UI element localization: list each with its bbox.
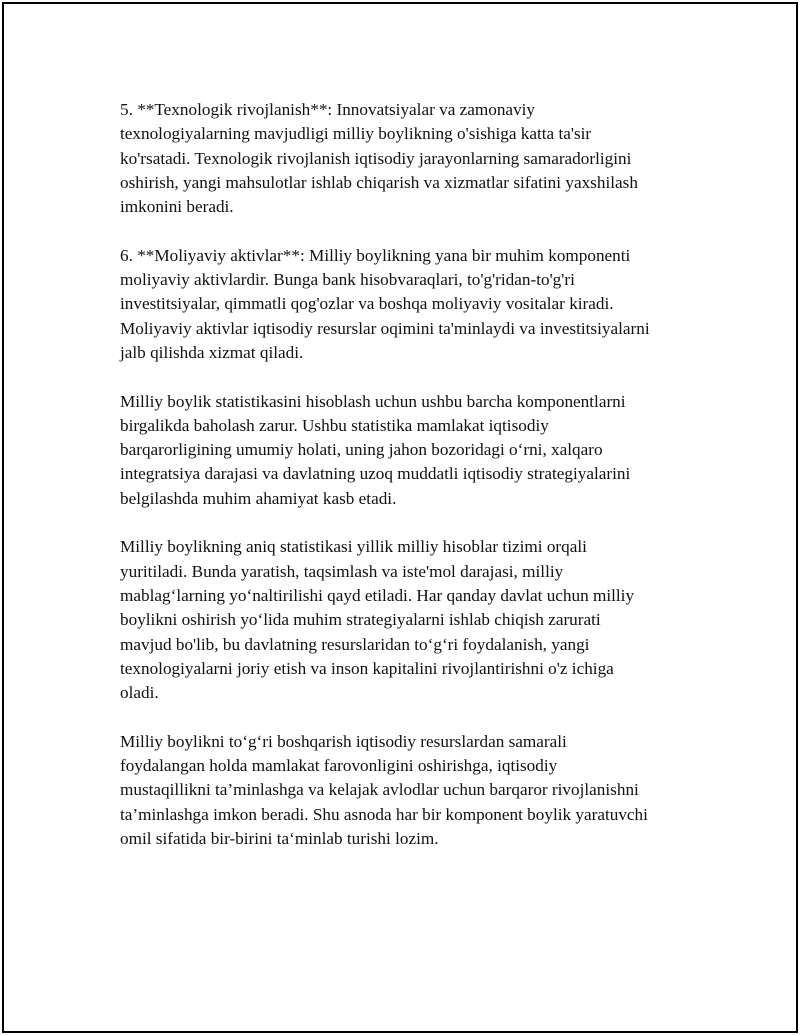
text-line: texnologiyalarni joriy etish va inson kapitalini rivojlantirishni o'z ichiga (120, 658, 614, 678)
paragraph-wealth-statistics (120, 390, 700, 511)
text-line: foydalangan holda mamlakat farovonligini oshirishga, iqtisodiy (120, 756, 558, 776)
text-line: 5. **Texnologik rivojlanish**: Innovatsiyalar va zamonaviy (120, 100, 536, 119)
text-line: Milliy boylikning aniq statistikasi yillik milliy hisoblar tizimi orqali (120, 537, 587, 557)
text-line: ta’minlashga imkon beradi. Shu asnoda har bir komponent boylik yaratuvchi (120, 804, 648, 824)
text-line: imkonini beradi. (120, 197, 234, 217)
text-line: Milliy boylik statistikasini hisoblash uchun ushbu barcha komponentlarni (120, 391, 626, 411)
text-line: belgilashda muhim ahamiyat kasb etadi. (120, 488, 397, 508)
text-line: omil sifatida bir-birini ta‘minlab turishi lozim. (120, 828, 439, 848)
text-line: integratsiya darajasi va davlatning uzoq muddatli iqtisodiy strategiyalarini (120, 464, 631, 484)
text-line: oshirish, yangi mahsulotlar ishlab chiqarish va xizmatlar sifatini yaxshilash (120, 172, 638, 192)
text-line: ko'rsatadi. Texnologik rivojlanish iqtisodiy jarayonlarning samaradorligini (120, 148, 632, 168)
text-line: texnologiyalarning mavjudligi milliy boylikning o'sishiga katta ta'sir (120, 124, 592, 144)
text-line: jalb qilishda xizmat qiladi. (120, 342, 304, 362)
text-line: mavjud bo'lib, bu davlatning resurslaridan to‘g‘ri foydalanish, yangi (120, 634, 590, 654)
text-line: moliyaviy aktivlardir. Bunga bank hisobvaraqlari, to'g'ridan-to'g'ri (120, 270, 575, 290)
text-line: boylikni oshirish yo‘lida muhim strategiyalarni ishlab chiqish zarurati (120, 610, 601, 630)
text-line: birgalikda baholash zarur. Ushbu statistika mamlakat iqtisodiy (120, 415, 549, 435)
paragraph-wealth-management (120, 730, 700, 851)
text-line: 6. **Moliyaviy aktivlar**: Milliy boylikning yana bir muhim komponenti (120, 245, 631, 265)
document-body (120, 98, 700, 876)
text-line: Moliyaviy aktivlar iqtisodiy resurslar oqimini ta'minlaydi va investitsiyalarni (120, 318, 650, 338)
paragraph-technological-development (120, 98, 700, 219)
text-line: mustaqillikni ta’minlashga va kelajak avlodlar uchun barqaror rivojlanishni (120, 780, 639, 800)
text-line: mablag‘larning yo‘naltirilishi qayd etiladi. Har qanday davlat uchun milliy (120, 585, 635, 605)
document-page (2, 2, 798, 1033)
text-line: barqarorligining umumiy holati, uning jahon bozoridagi o‘rni, xalqaro (120, 440, 603, 460)
paragraph-national-accounts (120, 535, 700, 705)
text-line: Milliy boylikni to‘g‘ri boshqarish iqtisodiy resurslardan samarali (120, 731, 567, 751)
paragraph-financial-assets (120, 244, 700, 365)
text-line: oladi. (120, 683, 159, 703)
text-line: investitsiyalar, qimmatli qog'ozlar va boshqa moliyaviy vositalar kiradi. (120, 294, 614, 314)
text-line: yuritiladi. Bunda yaratish, taqsimlash va iste'mol darajasi, milliy (120, 561, 564, 581)
